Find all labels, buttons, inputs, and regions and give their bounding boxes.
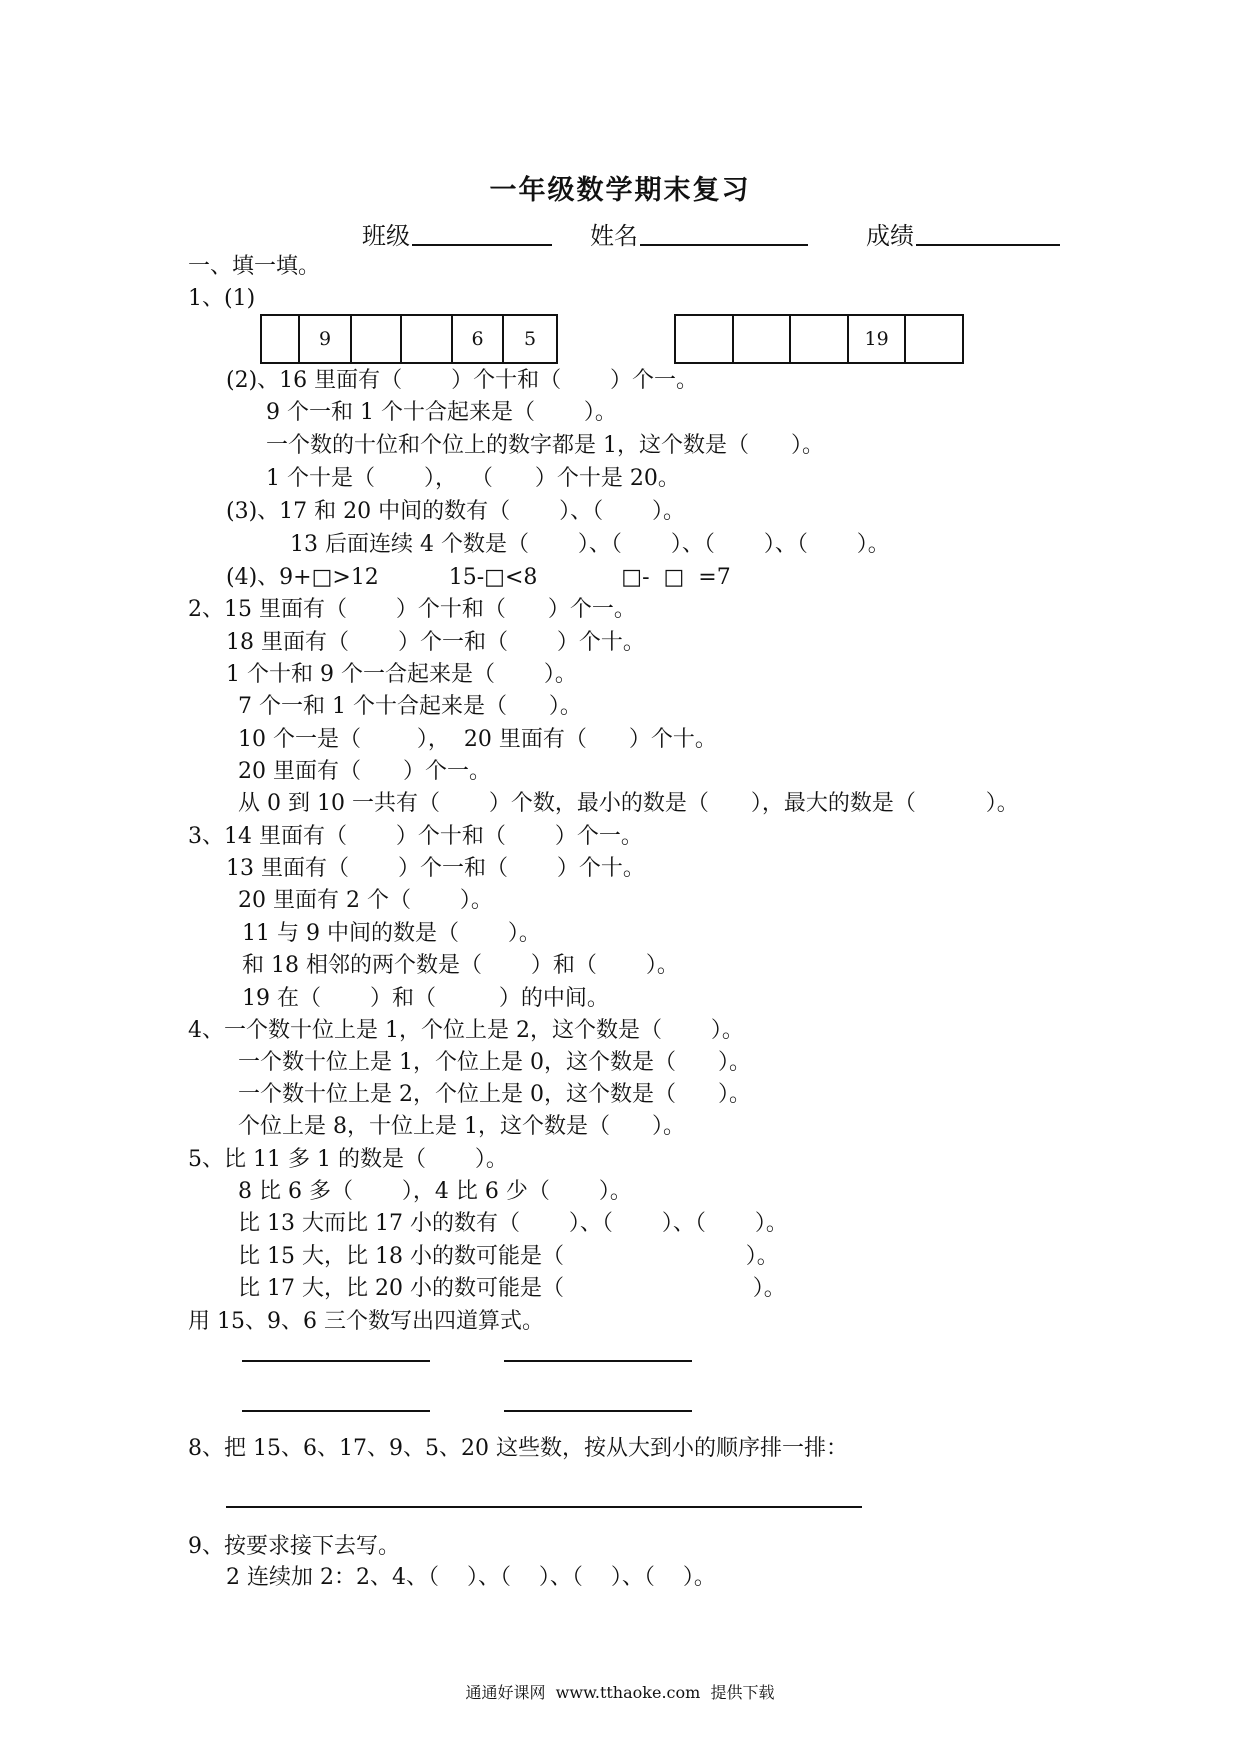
question-line: 13 后面连续 4 个数是（ ）、（ ）、（ ）、（ ）。 [290,532,890,557]
question-line: 一个数十位上是 1，个位上是 0，这个数是（ ）。 [238,1050,751,1075]
number-box-cell[interactable]: 19 [849,316,907,362]
number-box-row-right [674,314,964,364]
number-box-row-left [260,314,558,364]
question-line: 10 个一是（ ）， 20 里面有（ ）个十。 [238,727,717,752]
question-line: 13 里面有（ ）个一和（ ）个十。 [226,856,645,881]
question-line: 1 个十和 9 个一合起来是（ ）。 [226,662,577,687]
question-line: 19 在（ ）和（ ）的中间。 [242,986,609,1011]
score-label: 成绩 [866,222,914,250]
answer-line[interactable] [242,1410,430,1412]
score-field[interactable] [916,244,1060,246]
number-box-cell[interactable] [676,316,734,362]
number-box-cell[interactable]: 9 [300,316,352,362]
answer-line[interactable] [504,1360,692,1362]
name-field[interactable] [640,244,808,246]
question-line: 比 13 大而比 17 小的数有（ ）、（ ）、（ ）。 [238,1211,788,1236]
answer-line[interactable] [242,1360,430,1362]
question-line: 从 0 到 10 一共有（ ）个数，最小的数是（ ），最大的数是（ ）。 [238,791,1019,816]
answer-line[interactable] [504,1410,692,1412]
page-title: 一年级数学期末复习 [489,175,751,206]
question-2: 2、15 里面有（ ）个十和（ ）个一。 [188,597,636,622]
footer-credit: 通通好课网 www.tthaoke.com 提供下载 [465,1683,775,1702]
question-line: 20 里面有（ ）个一。 [238,759,491,784]
question-line: 一个数的十位和个位上的数字都是 1，这个数是（ ）。 [266,433,824,458]
number-box-cell[interactable]: 5 [523,328,537,350]
question-line: 20 里面有 2 个（ ）。 [238,888,493,913]
question-line: 11 与 9 中间的数是（ ）。 [242,921,541,946]
question-line: 比 15 大，比 18 小的数可能是（ ）。 [238,1244,779,1269]
question-line: 18 里面有（ ）个一和（ ）个十。 [226,630,645,655]
question-line: (3)、17 和 20 中间的数有（ ）、（ ）。 [226,499,686,524]
question-line: 一个数十位上是 2，个位上是 0，这个数是（ ）。 [238,1082,751,1107]
question-line: 7 个一和 1 个十合起来是（ ）。 [238,694,582,719]
question-line: (4)、9+□>12 15-□<8 □- □ =7 [226,565,731,590]
number-box-cell[interactable] [262,316,300,362]
number-box-cell[interactable]: 6 [453,316,504,362]
number-box-cell[interactable] [352,316,402,362]
question-line: 和 18 相邻的两个数是（ ）和（ ）。 [242,953,679,978]
question-line: 个位上是 8，十位上是 1，这个数是（ ）。 [238,1114,685,1139]
question-8: 8、把 15、6、17、9、5、20 这些数，按从大到小的顺序排一排： [188,1436,848,1461]
question-equations: 用 15、9、6 三个数写出四道算式。 [188,1309,544,1334]
answer-line[interactable] [226,1506,862,1508]
number-box-cell[interactable] [906,316,962,362]
question-1-1: 1、(1) [188,286,256,311]
section-fill-in: 一、填一填。 [188,254,321,279]
class-label: 班级 [362,222,410,250]
question-3: 3、14 里面有（ ）个十和（ ）个一。 [188,824,643,849]
question-line: 1 个十是（ ）， （ ）个十是 20。 [266,466,680,491]
question-line: 2 连续加 2：2、4、（ ）、（ ）、（ ）、（ ）。 [226,1565,716,1590]
number-box-cell[interactable] [734,316,792,362]
question-line: 比 17 大，比 20 小的数可能是（ ）。 [238,1276,786,1301]
class-field[interactable] [412,244,552,246]
question-line: 9 个一和 1 个十合起来是（ ）。 [266,400,617,425]
number-box-cell[interactable] [402,316,453,362]
question-5: 5、比 11 多 1 的数是（ ）。 [188,1147,508,1172]
name-label: 姓名 [590,222,638,250]
question-line: 8 比 6 多（ ），4 比 6 少（ ）。 [238,1179,632,1204]
question-9: 9、按要求接下去写。 [188,1534,400,1559]
question-4: 4、一个数十位上是 1，个位上是 2，这个数是（ ）。 [188,1018,744,1043]
question-line: (2)、16 里面有（ ）个十和（ ）个一。 [226,368,699,393]
number-box-cell[interactable] [791,316,849,362]
